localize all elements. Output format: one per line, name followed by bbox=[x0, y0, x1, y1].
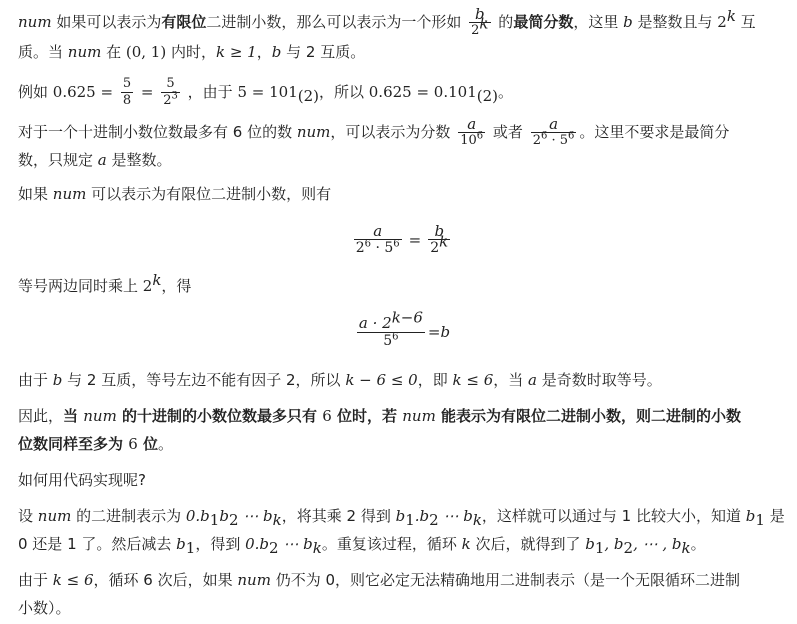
text-p3-f1_exp: 6 bbox=[476, 130, 484, 142]
text-p2-v2: 0.625 = 0.101 bbox=[368, 83, 477, 101]
text-p6-t3: ，即 bbox=[417, 371, 453, 389]
text-p1-two: 2 bbox=[717, 13, 727, 31]
text-eq2-rhs: b bbox=[440, 323, 451, 341]
bold-simplest-fraction: 最简分数 bbox=[513, 13, 574, 31]
text-p9-s8: 1 bbox=[594, 539, 605, 557]
text-p10-t4: 小数）。 bbox=[18, 599, 71, 617]
text-p6-t2: 与 2 互质，等号左边不能有因子 2，所以 bbox=[62, 371, 346, 389]
text-p9-bb: b bbox=[745, 507, 756, 525]
text-p3-f2_dot: · bbox=[547, 133, 560, 148]
text-p1-var_b: b bbox=[623, 13, 633, 31]
text-p1-t6: 互 bbox=[735, 13, 756, 31]
text-p10-t2: ，循环 6 次后，如果 bbox=[93, 571, 238, 589]
text-p2-t4: 。 bbox=[498, 83, 514, 101]
fraction-a-over-10-6 bbox=[458, 116, 485, 149]
text-eq1-r_den: 2 bbox=[430, 240, 440, 256]
text-p9-seq: b bbox=[585, 535, 595, 553]
text-p9-t5: 是 bbox=[764, 507, 785, 525]
paragraph-10-line-1 bbox=[18, 566, 786, 594]
text-p9-t3: ，将其乘 2 得到 bbox=[281, 507, 396, 525]
text-p1-interval: (0, 1) bbox=[125, 43, 167, 61]
text-p9-s9: 2 bbox=[623, 539, 634, 557]
text-p7-t1: 因此， bbox=[18, 407, 64, 425]
text-p3-t5: 数，只规定 bbox=[18, 151, 98, 169]
text-p9-bin2b: .b bbox=[414, 507, 430, 525]
text-p9-s6: 1 bbox=[185, 539, 196, 557]
text-p9-sk3: k bbox=[312, 539, 322, 557]
text-p9-seq3: , ⋯ , b bbox=[633, 535, 682, 553]
text-p9-bin1b: b bbox=[219, 507, 229, 525]
text-p7-t2: 。 bbox=[158, 435, 174, 453]
paragraph-5 bbox=[18, 272, 786, 300]
text-eq1-eq: = bbox=[408, 230, 422, 249]
paragraph-8 bbox=[18, 466, 786, 494]
text-p9-num: num bbox=[37, 507, 72, 525]
text-p9-t10: 。 bbox=[690, 535, 706, 553]
text-p7-b2: 的十进制的小数位数最多只有 bbox=[116, 407, 323, 425]
text-p9-bin3c: ⋯ b bbox=[278, 535, 313, 553]
text-p1-t5: 是整数且与 bbox=[632, 13, 718, 31]
text-p9-t4: ，这样就可以通过与 1 比较大小，知道 bbox=[481, 507, 746, 525]
text-p9-bb2: b bbox=[176, 535, 186, 553]
fraction-5-over-8 bbox=[121, 76, 133, 109]
paragraph-10-line-2 bbox=[18, 594, 786, 622]
text-p3-f2_den_b: 5 bbox=[559, 133, 569, 148]
paragraph-9-line-2 bbox=[18, 530, 786, 558]
text-p6-var_a: a bbox=[528, 371, 537, 389]
text-p9-t2: 的二进制表示为 bbox=[71, 507, 186, 525]
text-p5-two: 2 bbox=[142, 277, 153, 295]
text-p7-six: 6 bbox=[322, 407, 332, 425]
text-eq1-r_exp: k bbox=[439, 232, 449, 251]
paragraph-7-line-2 bbox=[18, 430, 786, 458]
text-p7-b6: 位 bbox=[137, 435, 159, 453]
text-p2-f1_num: 5 bbox=[122, 76, 132, 91]
text-p10-num: num bbox=[237, 571, 271, 589]
text-p7-b1: 当 bbox=[63, 407, 84, 425]
text-eq2-eq: = bbox=[427, 323, 441, 341]
paragraph-1-line-2 bbox=[18, 38, 786, 66]
text-p7-num2: num bbox=[402, 407, 436, 425]
text-p9-t8: 。重复该过程，循环 bbox=[321, 535, 462, 553]
paragraph-6 bbox=[18, 366, 786, 394]
text-p2-f1_den: 8 bbox=[122, 93, 132, 108]
text-eq1-l_exp_a: 6 bbox=[364, 238, 372, 250]
text-eq2-num_a: a · 2 bbox=[358, 314, 392, 332]
text-p7-b4: 能表示为有限位二进制小数，则二进制的小数 bbox=[435, 407, 742, 425]
text-p4-num: num bbox=[52, 185, 87, 203]
paragraph-1-line-1 bbox=[18, 6, 786, 39]
text-p2-five: 5 = 101 bbox=[237, 83, 298, 101]
fraction-b-over-2k bbox=[469, 6, 490, 39]
text-p1-t2: 二进制小数，那么可以表示为一个形如 bbox=[206, 13, 462, 31]
text-eq1-l_num: a bbox=[354, 223, 402, 240]
text-p1-t1: 如果可以表示为 bbox=[51, 13, 162, 31]
text-p1-frac_den: 2 bbox=[471, 23, 480, 38]
fraction-a-over-2-6-5-6 bbox=[531, 116, 577, 149]
text-p9-s7: 2 bbox=[269, 539, 279, 557]
text-p1-var_b2: b bbox=[271, 43, 282, 61]
text-p9-sk4: k bbox=[681, 539, 691, 557]
text-eq1-r_num: b bbox=[428, 223, 450, 240]
text-p9-bin3: 0.b bbox=[245, 535, 270, 553]
text-p9-kk: k bbox=[461, 535, 471, 553]
text-p9-t1: 设 bbox=[18, 507, 38, 525]
display-equation-1 bbox=[18, 222, 786, 256]
text-p10-t3: 仍不为 0，则它必定无法精确地用二进制表示（是一个无限循环二进制 bbox=[270, 571, 741, 589]
paragraph-4 bbox=[18, 180, 786, 208]
text-p1-frac_num: b bbox=[469, 6, 490, 23]
text-p2-t1: 例如 bbox=[18, 83, 53, 101]
text-p1-frac_exp: k bbox=[479, 14, 489, 33]
text-eq2-num_exp: k−6 bbox=[391, 308, 423, 327]
text-p5-t1: 等号两边同时乘上 bbox=[18, 277, 143, 295]
text-p2-f2_den: 2 bbox=[163, 93, 172, 108]
text-p9-sk2: k bbox=[472, 511, 482, 529]
math-num: num bbox=[18, 13, 52, 31]
text-p9-bin1c: ⋯ b bbox=[238, 507, 273, 525]
display-equation-2 bbox=[18, 308, 786, 349]
text-p9-sk: k bbox=[272, 511, 282, 529]
text-p7-b5: 位数同样至多为 bbox=[18, 435, 129, 453]
text-p7-b3: 位时，若 bbox=[331, 407, 403, 425]
text-p3-t3: 或者 bbox=[492, 123, 523, 141]
paragraph-3-line-2 bbox=[18, 146, 786, 174]
bold-finite: 有限位 bbox=[161, 13, 207, 31]
text-p9-bin2: b bbox=[395, 507, 406, 525]
text-p1-t3: 的 bbox=[498, 13, 514, 31]
paragraph-9-line-1 bbox=[18, 502, 786, 530]
text-p3-t2: ，可以表示为分数 bbox=[330, 123, 451, 141]
text-p3-f2_num: a bbox=[531, 116, 577, 133]
paragraph-7-line-1 bbox=[18, 402, 786, 430]
text-p3-var_a: a bbox=[97, 151, 107, 169]
text-p1-num2: num bbox=[67, 43, 102, 61]
text-p2-v1: 0.625 bbox=[52, 83, 96, 101]
text-p1-kge: k ≥ 1 bbox=[215, 43, 257, 61]
text-p3-f1_den: 10 bbox=[460, 133, 477, 148]
text-p9-s1: 1 bbox=[209, 511, 220, 529]
text-p9-bin2c: ⋯ b bbox=[438, 507, 473, 525]
text-p9-t7: ，得到 bbox=[195, 535, 246, 553]
text-p9-s4: 2 bbox=[429, 511, 439, 529]
text-p6-var_b: b bbox=[52, 371, 63, 389]
text-p1-t10: ， bbox=[256, 43, 272, 61]
text-p4-t2: 可以表示为有限位二进制小数，则有 bbox=[86, 185, 332, 203]
text-p2-f2_num: 5 bbox=[161, 76, 180, 93]
text-p1-t9: 内时， bbox=[166, 43, 216, 61]
text-eq2-den_exp: 6 bbox=[392, 331, 399, 343]
text-p6-t5: 是奇数时取等号。 bbox=[536, 371, 662, 389]
text-p2-t2: ，由于 bbox=[187, 83, 238, 101]
text-p1-t4: ，这里 bbox=[573, 13, 624, 31]
text-p1-t8: 在 bbox=[101, 43, 126, 61]
fraction-5-over-2-cubed bbox=[161, 76, 180, 109]
text-p1-t7: 质。当 bbox=[18, 43, 68, 61]
text-p7-six2: 6 bbox=[128, 435, 138, 453]
text-p5-exp: k bbox=[152, 271, 162, 289]
text-p3-t4: 。这里不要求是最简分 bbox=[579, 123, 730, 141]
text-p2-f2_exp: 3 bbox=[171, 90, 178, 102]
text-eq2-den: 5 bbox=[383, 333, 393, 349]
text-p6-ineq1: k − 6 ≤ 0 bbox=[345, 371, 418, 389]
text-p9-bin1: 0.b bbox=[185, 507, 210, 525]
text-p9-s3: 1 bbox=[405, 511, 415, 529]
text-p9-s5: 1 bbox=[755, 511, 765, 529]
text-p7-num: num bbox=[83, 407, 117, 425]
text-p3-t1: 对于一个十进制小数位数最多有 6 位的数 bbox=[18, 123, 297, 141]
text-p9-t6: 0 还是 1 了。然后减去 bbox=[18, 535, 177, 553]
text-p9-seq2: , b bbox=[604, 535, 624, 553]
text-p10-kle: k ≤ 6 bbox=[52, 571, 94, 589]
text-p2-sub3: (2) bbox=[476, 87, 499, 105]
text-p6-t4: ，当 bbox=[493, 371, 529, 389]
text-eq1-l_dot: · bbox=[371, 240, 385, 256]
text-p2-t3: ，所以 bbox=[318, 83, 369, 101]
paragraph-2 bbox=[18, 76, 786, 109]
text-p3-t6: 是整数。 bbox=[106, 151, 172, 169]
text-p3-f1_num: a bbox=[458, 116, 485, 133]
text-p8-t1: 如何用代码实现呢? bbox=[18, 471, 146, 489]
text-p1-exp_k: k bbox=[726, 7, 736, 25]
text-p6-ineq2: k ≤ 6 bbox=[452, 371, 494, 389]
paragraph-3-line-1 bbox=[18, 116, 786, 149]
text-p5-t2: ，得 bbox=[161, 277, 192, 295]
text-p9-s2: 2 bbox=[228, 511, 239, 529]
text-p2-eq: = bbox=[95, 83, 118, 101]
text-eq1-l_exp_b: 6 bbox=[393, 238, 400, 250]
text-p6-t1: 由于 bbox=[18, 371, 53, 389]
text-p3-f2_exp_a: 6 bbox=[540, 130, 548, 142]
text-p2-sub2: (2) bbox=[297, 87, 319, 105]
text-eq1-l_den_a: 2 bbox=[355, 240, 365, 256]
text-p9-t9: 次后，就得到了 bbox=[470, 535, 586, 553]
text-p3-num: num bbox=[296, 123, 331, 141]
text-eq1-l_den_b: 5 bbox=[384, 240, 394, 256]
text-p10-t1: 由于 bbox=[18, 571, 53, 589]
text-p3-f2_den_a: 2 bbox=[532, 133, 541, 148]
text-p3-f2_exp_b: 6 bbox=[568, 130, 575, 142]
text-p2-eq: = bbox=[136, 83, 159, 101]
text-p1-t11: 与 2 互质。 bbox=[281, 43, 366, 61]
text-p4-t1: 如果 bbox=[18, 185, 53, 203]
